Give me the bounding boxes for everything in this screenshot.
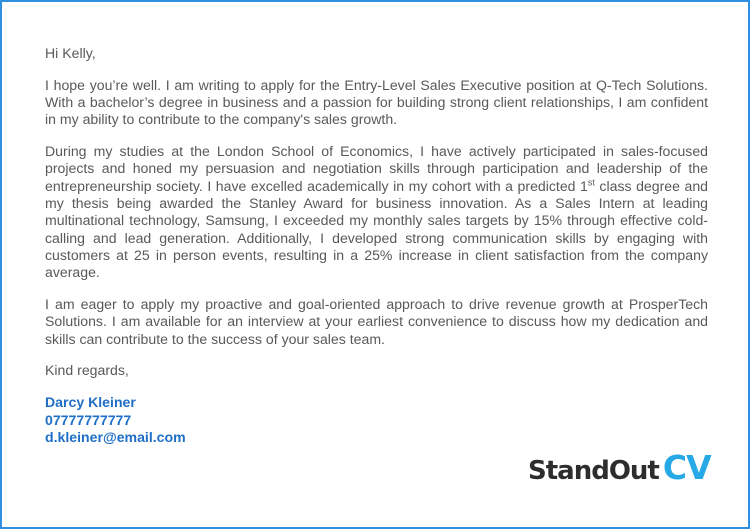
greeting: Hi Kelly, — [45, 45, 96, 61]
cover-letter — [45, 45, 708, 446]
standout-cv-logo — [528, 448, 711, 488]
logo-accent: CV — [662, 448, 711, 487]
logo-word: StandOut — [528, 456, 659, 486]
paragraph-intro: I hope you’re well. I am writing to apply for the Entry-Level Sales Executive position at Q-Tech Solutions. With a bachelor’s degree in business and a passion for building strong client relationships, I am confident in my ability to contribute to the company's sales growth. — [45, 76, 708, 128]
paragraph-experience-part2: class degree and my thesis being awarded the Stanley Award for business innovation. As a Sales Intern at leading multinational technology, Samsung, I exceeded my monthly sales targets by 15% through effective cold-calling and lead generation. Additionally, I developed strong communication skills by engaging with customers at 25 in person events, resulting in a 25% increase in client satisfaction from the company average. — [45, 177, 708, 281]
signature-email: d.kleiner@email.com — [45, 428, 186, 445]
sign-off: Kind regards, — [45, 362, 129, 379]
paragraph-experience-part1: During my studies at the London School of Economics, I have actively participated in sales-focused projects and honed my persuasion and negotiation skills through participation and leadership of the entrepreneurship society. I have excelled academically in my cohort with a predicted 1 — [45, 143, 708, 194]
ordinal-suffix: st — [587, 177, 595, 188]
signature-phone: 07777777777 — [45, 411, 132, 428]
paragraph-experience — [45, 143, 708, 281]
paragraph-closing: I am eager to apply my proactive and goal-oriented approach to drive revenue growth at ProsperTech Solutions. I am available for an interview at your earliest convenience to discuss how my dedication and skills can contribute to the success of your sales team. — [45, 296, 708, 347]
signature-name: Darcy Kleiner — [45, 394, 136, 411]
signature-block — [45, 394, 708, 446]
